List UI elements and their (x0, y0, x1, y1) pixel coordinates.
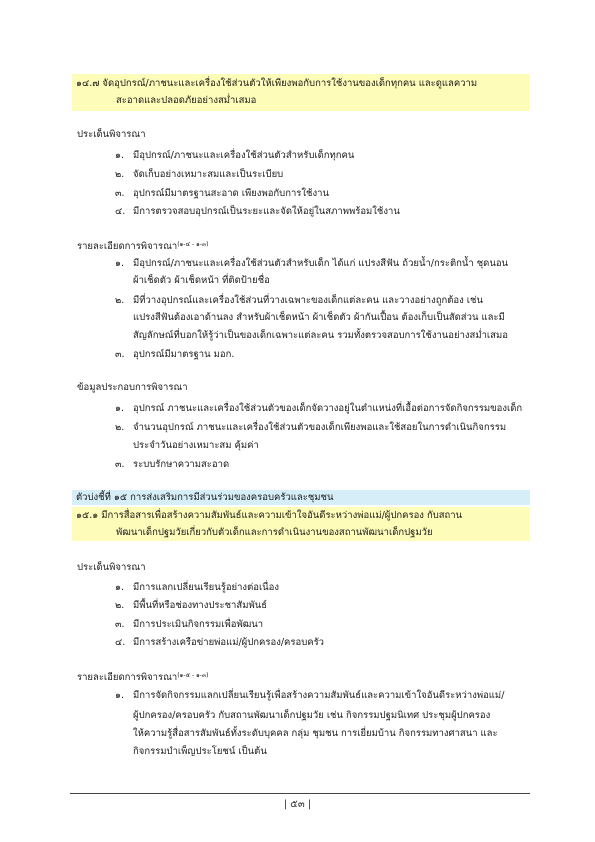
criterion-14-7-line-2: สะอาดและปลอดภัยอย่างสม่ำเสมอ (116, 95, 257, 106)
criterion-15-1-line-1: ๑๕.๑ มีการสื่อสารเพื่อสร้างความสัมพันธ์และความเข้าใจอันดีระหว่างพ่อแม่/ผู้ปกครอง กับสถาน (76, 510, 463, 521)
list-number: ๒. (115, 422, 125, 433)
criterion-15-1-line-2: พัฒนาเด็กปฐมวัยเกี่ยวกับตัวเด็กและการดำเนินงานของสถานพัฒนาเด็กปฐมวัย (116, 527, 433, 538)
list-text: มีพื้นที่หรือช่องทางประชาสัมพันธ์ (133, 600, 268, 611)
page-number: | ๕๓ | (283, 799, 312, 810)
list-number: ๒. (115, 295, 125, 306)
list-text: จัดเก็บอย่างเหมาะสมและเป็นระเบียบ (133, 169, 284, 180)
list-text-continuation: กิจกรรมบำเพ็ญประโยชน์ เป็นต้น (133, 746, 267, 757)
list-text-continuation: สัญลักษณ์ที่บอกให้รู้ว่าเป็นของเด็กเฉพาะแต่ละคน รวมทั้งตรวจสอบการใช้งานอย่างสม่ำเสมอ (133, 330, 508, 341)
list-text: มีการแลกเปลี่ยนเรียนรู้อย่างต่อเนื่อง (133, 582, 280, 593)
list-text: ระบบรักษาความสะอาด (133, 459, 230, 470)
list-text: มีอุปกรณ์/ภาชนะและเครื่องใช้ส่วนตัวสำหรับเด็ก ได้แก่ แปรงสีฟัน ถ้วยน้ำ/กระติกน้ำ ชุดนอน (133, 258, 509, 269)
section-heading-details-2 (77, 670, 208, 683)
list-text: อุปกรณ์มีมาตรฐาน มอก. (133, 349, 235, 360)
list-number: ๒. (115, 169, 125, 180)
section-heading-considerations-2: ประเด็นพิจารณา (77, 562, 146, 573)
list-text: มีการสร้างเครือข่ายพ่อแม่/ผู้ปกครอง/ครอบครัว (133, 637, 325, 648)
criterion-14-7-line-1: ๑๔.๗ จัดอุปกรณ์/ภาชนะและเครื่องใช้ส่วนตัวให้เพียงพอกับการใช้งานของเด็กทุกคน และดูแลความ (76, 78, 478, 89)
list-number: ๑. (115, 258, 125, 269)
section-heading-details-1 (77, 239, 208, 252)
list-number: ๑. (115, 403, 125, 414)
section-heading-text: รายละเอียดการพิจารณา (77, 672, 178, 683)
list-text: อุปกรณ์ ภาชนะและเครื่องใช้ส่วนตัวของเด็กจัดวางอยู่ในตำแหน่งที่เอื้อต่อการจัดกิจกรรมของเด็ก (133, 403, 523, 414)
indicator-15-band (72, 490, 530, 505)
list-number: ๓. (115, 349, 125, 360)
footer-rule (70, 793, 530, 794)
list-text-continuation: ให้ความรู้สื่อสารสัมพันธ์ทั้งระดับบุคคล กลุ่ม ชุมชน การเยี่ยมบ้าน กิจกรรมทางศาสนา และ (133, 728, 498, 739)
list-text: มีที่วางอุปกรณ์และเครื่องใช้ส่วนที่วางเฉพาะของเด็กแต่ละคน และวางอย่างถูกต้อง เช่น (133, 295, 483, 306)
list-text-continuation: ประจำวันอย่างเหมาะสม คุ้มค่า (133, 440, 259, 451)
list-number: ๒. (115, 600, 125, 611)
reference-superscript: (๑-๔ - ๑-๓) (177, 241, 209, 248)
indicator-15-title: ตัวบ่งชี้ที่ ๑๕ การส่งเสริมการมีส่วนร่วมของครอบครัวและชุมชน (76, 492, 334, 503)
list-number: ๑. (115, 690, 125, 701)
list-number: ๓. (115, 459, 125, 470)
list-number: ๓. (115, 619, 125, 630)
list-text-continuation: แปรงสีฟันต้องเอาด้านลง สำหรับผ้าเช็ดหน้า ผ้าเช็ดตัว ผ้ากันเปื้อน ต้องเก็บเป็นสัดส่วน และมี (133, 312, 505, 323)
list-text: จำนวนอุปกรณ์ ภาชนะและเครื่องใช้ส่วนตัวของเด็กเพียงพอและใช้สอยในการดำเนินกิจกรรม (133, 422, 507, 433)
list-text: มีอุปกรณ์/ภาชนะและเครื่องใช้ส่วนตัวสำหรับเด็กทุกคน (133, 150, 355, 161)
criterion-14-7-highlight (72, 74, 530, 111)
list-text: มีการจัดกิจกรรมแลกเปลี่ยนเรียนรู้เพื่อสร้างความสัมพันธ์และความเข้าใจอันดีระหว่างพ่อแม่/ (133, 690, 505, 701)
list-text-continuation: ผู้ปกครอง/ครอบครัว กับสถานพัฒนาเด็กปฐมวัย เช่น กิจกรรมปฐมนิเทศ ประชุมผู้ปกครอง (133, 710, 491, 721)
list-text-continuation: ผ้าเช็ดตัว ผ้าเช็ดหน้า ที่ติดป้ายชื่อ (133, 275, 270, 286)
list-text: อุปกรณ์มีมาตรฐานสะอาด เพียงพอกับการใช้งาน (133, 188, 329, 199)
section-heading-text: รายละเอียดการพิจารณา (77, 241, 178, 252)
section-heading-considerations-1: ประเด็นพิจารณา (77, 129, 146, 140)
list-number: ๑. (115, 150, 125, 161)
list-number: ๓. (115, 188, 125, 199)
reference-superscript: (๑-๕ - ๑-๓) (177, 672, 209, 679)
list-text: มีการประเมินกิจกรรมเพื่อพัฒนา (133, 619, 264, 630)
list-text: มีการตรวจสอบอุปกรณ์เป็นระยะและจัดให้อยู่ในสภาพพร้อมใช้งาน (133, 206, 400, 217)
criterion-15-1-highlight (72, 507, 530, 541)
list-number: ๔. (115, 637, 126, 648)
section-heading-supporting-info: ข้อมูลประกอบการพิจารณา (77, 382, 188, 393)
list-number: ๔. (115, 206, 126, 217)
list-number: ๑. (115, 582, 125, 593)
